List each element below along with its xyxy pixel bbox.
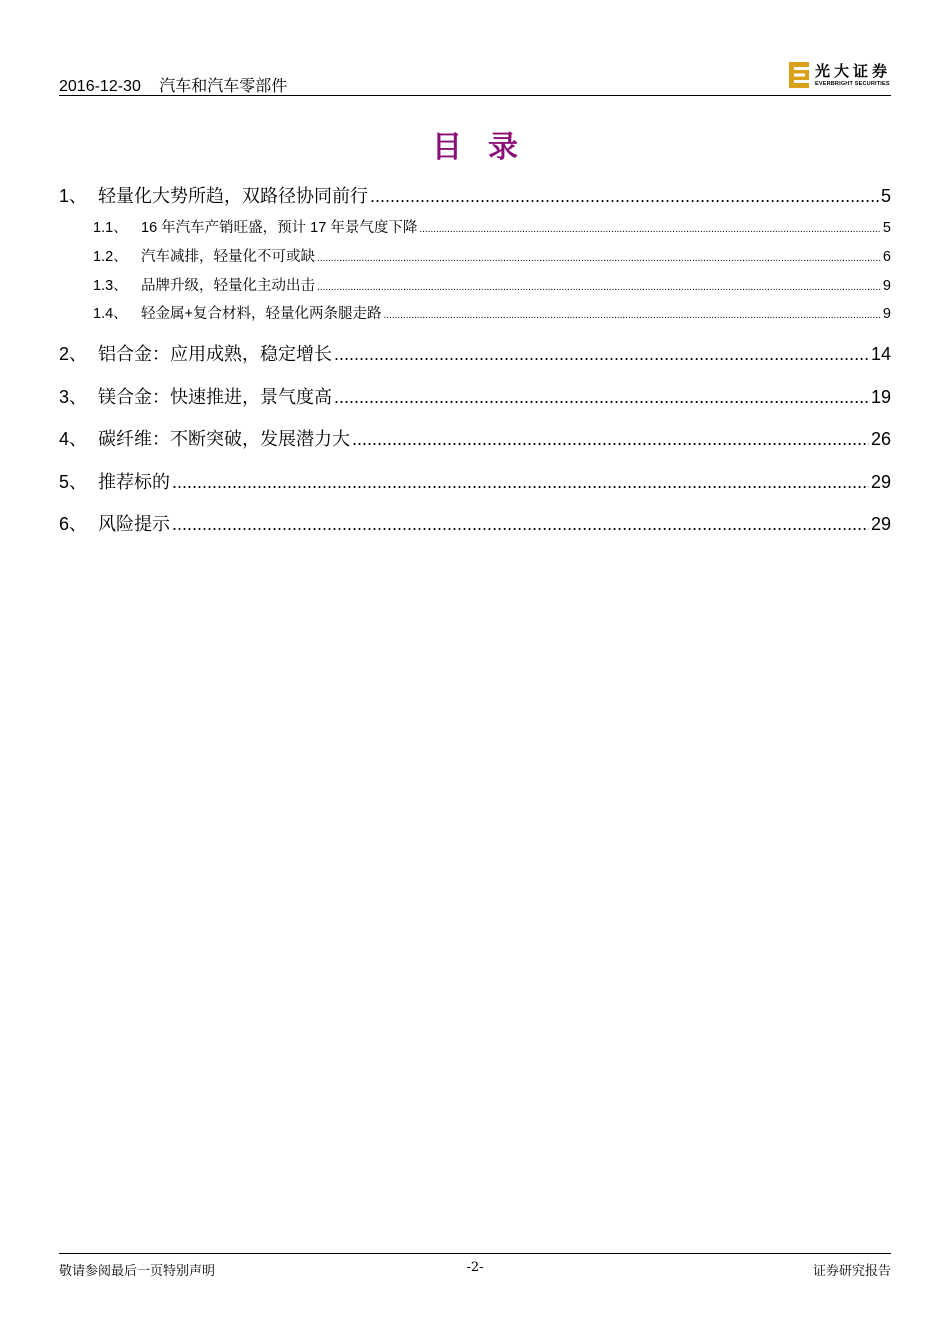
- report-sector: 汽车和汽车零部件: [159, 78, 288, 95]
- toc-entry-3[interactable]: [59, 383, 891, 409]
- toc-entry-4[interactable]: [59, 425, 891, 451]
- toc-entry-number: 1.2、: [93, 249, 128, 265]
- toc-entry-page: 9: [882, 306, 891, 322]
- toc-entry-page: 6: [882, 249, 891, 265]
- toc-entry-5[interactable]: [59, 468, 891, 494]
- toc-entry-2[interactable]: [59, 340, 891, 366]
- toc-entry-number: 1.3、: [93, 278, 128, 294]
- toc-entry-page: 5: [880, 186, 891, 206]
- toc-leader-dots: [334, 387, 869, 408]
- toc-entry-title: 轻量化大势所趋，双路径协同前行: [98, 186, 368, 206]
- toc-entry-1-2[interactable]: [59, 245, 891, 266]
- toc-entry-number: 2、: [59, 344, 88, 364]
- toc-entry-1-4[interactable]: [59, 302, 891, 323]
- toc-title: 目录: [432, 130, 544, 165]
- toc-leader-dots: [172, 472, 869, 493]
- toc-entry-page: 9: [882, 278, 891, 294]
- toc-entry-title: 品牌升级，轻量化主动出击: [141, 278, 315, 294]
- toc-entry-title: 16 年汽车产销旺盛，预计 17 年景气度下降: [141, 220, 418, 236]
- toc-entry-page: 29: [870, 472, 891, 492]
- toc-leader-dots: [370, 186, 879, 207]
- toc-leader-dots: [334, 344, 869, 365]
- toc-entry-title: 推荐标的: [98, 472, 170, 492]
- report-date: 2016-12-30: [59, 78, 141, 95]
- toc-entry-number: 1.4、: [93, 306, 128, 322]
- footer-divider: [59, 1253, 891, 1254]
- toc-entry-number: 6、: [59, 514, 88, 534]
- toc-entry-page: 19: [870, 387, 891, 407]
- toc-entry-title: 镁合金：快速推进，景气度高: [98, 387, 332, 407]
- toc-entry-page: 26: [870, 429, 891, 449]
- toc-entry-title: 碳纤维：不断突破，发展潜力大: [98, 429, 350, 449]
- page-number: -2-: [466, 1260, 484, 1275]
- toc-leader-dots: [317, 282, 881, 293]
- toc-entry-title: 风险提示: [98, 514, 170, 534]
- toc-entry-page: 14: [870, 344, 891, 364]
- toc-entry-title: 轻金属+复合材料，轻量化两条腿走路: [141, 306, 382, 322]
- toc-entry-number: 1、: [59, 186, 88, 206]
- toc-leader-dots: [383, 310, 880, 321]
- page-header: [59, 60, 891, 96]
- toc-entry-number: 1.1、: [93, 220, 128, 236]
- toc-entry-6[interactable]: [59, 510, 891, 536]
- toc-entry-1[interactable]: [59, 182, 891, 208]
- toc-entry-1-1[interactable]: [59, 216, 891, 237]
- toc-entry-number: 3、: [59, 387, 88, 407]
- toc-entry-page: 5: [882, 220, 891, 236]
- company-logo: [789, 60, 891, 90]
- toc-leader-dots: [172, 514, 869, 535]
- toc-entry-number: 5、: [59, 472, 88, 492]
- toc-entry-1-3[interactable]: [59, 274, 891, 295]
- footer-report-type: 证券研究报告: [812, 1264, 891, 1279]
- header-info: [59, 73, 287, 96]
- footer-disclaimer: 敬请参阅最后一页特别声明: [59, 1264, 216, 1279]
- toc-leader-dots: [317, 253, 881, 264]
- toc-entry-page: 29: [870, 514, 891, 534]
- header-divider: [59, 95, 891, 96]
- toc-entry-title: 汽车减排，轻量化不可或缺: [141, 249, 315, 265]
- toc-leader-dots: [419, 224, 881, 235]
- logo-chinese-name: 光大证券: [814, 61, 891, 80]
- toc-entry-title: 铝合金：应用成熟，稳定增长: [98, 344, 332, 364]
- toc-entry-number: 4、: [59, 429, 88, 449]
- everbright-logo-icon: [789, 62, 809, 88]
- toc-leader-dots: [352, 429, 869, 450]
- logo-english-name: EVERBRIGHT SECURITIES: [814, 80, 890, 87]
